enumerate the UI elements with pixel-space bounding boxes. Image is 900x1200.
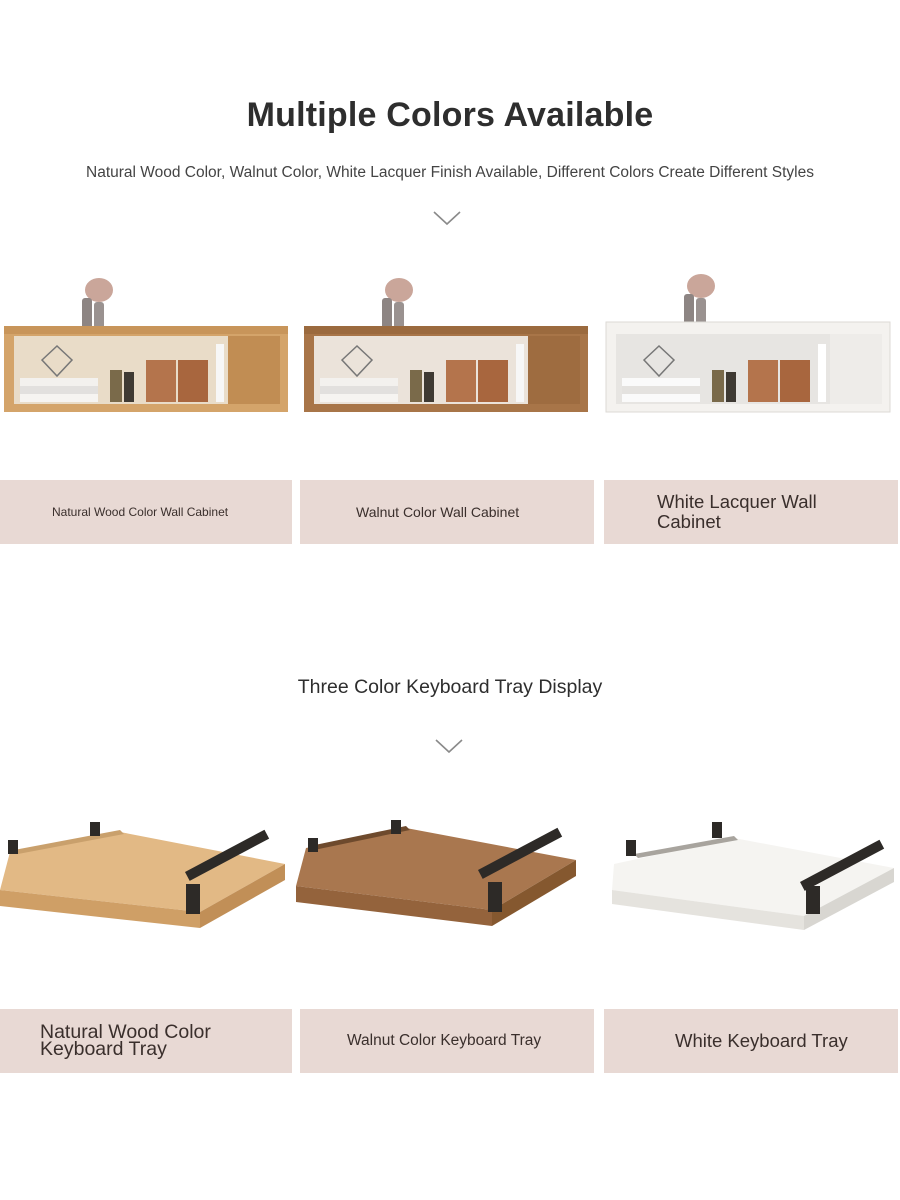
cabinet-label-walnut	[300, 480, 594, 544]
natural-wood-tray-image	[0, 812, 292, 942]
tray-label-text: White Keyboard Tray	[675, 1030, 848, 1051]
tray-label-text: Walnut Color Keyboard Tray	[347, 1032, 542, 1049]
cabinet-label-text: Walnut Color Wall Cabinet	[356, 504, 520, 520]
chevron-down-icon	[432, 209, 462, 227]
white-tray-image	[604, 812, 900, 942]
cabinet-label-text: White Lacquer Wall Cabinet	[657, 491, 817, 532]
natural-wood-cabinet-image	[2, 268, 292, 428]
white-lacquer-cabinet-image	[604, 268, 894, 428]
section-title: Three Color Keyboard Tray Display	[297, 676, 603, 698]
walnut-tray-image	[296, 812, 592, 942]
tray-label-white	[604, 1009, 898, 1073]
chevron-down-icon	[434, 737, 464, 755]
tray-label-text: Natural Wood Color Keyboard Tray	[40, 1021, 211, 1060]
cabinet-label-text: Natural Wood Color Wall Cabinet	[52, 505, 229, 519]
section-subtitle: Natural Wood Color, Walnut Color, White Lacquer Finish Available, Different Colors Create Different Styles	[86, 164, 814, 181]
cabinet-label-natural-wood	[0, 480, 292, 544]
tray-label-walnut	[300, 1009, 594, 1073]
walnut-cabinet-image	[302, 268, 592, 428]
tray-label-natural-wood	[0, 1009, 292, 1073]
cabinet-label-white-lacquer	[604, 480, 898, 544]
section-title: Multiple Colors Available	[246, 96, 654, 134]
